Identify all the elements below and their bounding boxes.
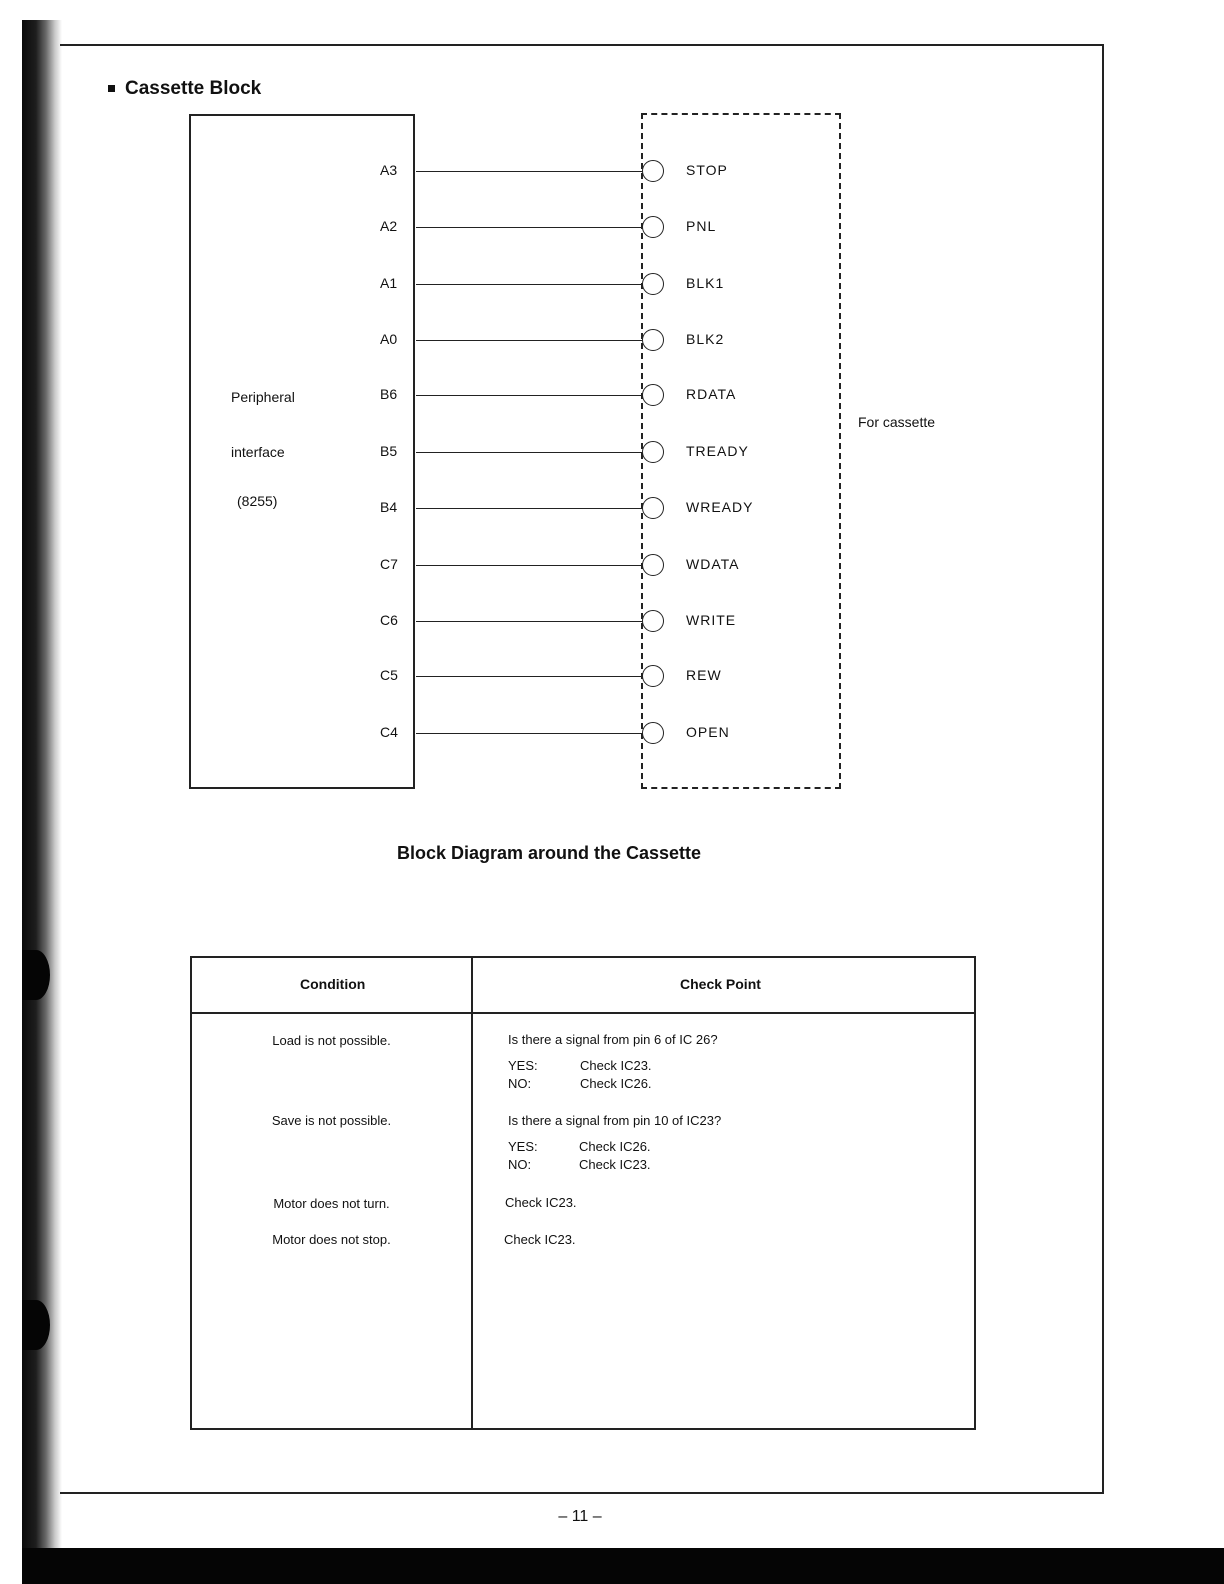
pin-label: A0 <box>380 331 398 347</box>
no-label: NO: <box>508 1157 532 1172</box>
connector-terminal <box>642 329 664 351</box>
signal-label: WRITE <box>686 612 737 628</box>
section-heading <box>108 78 261 100</box>
signal-label: WDATA <box>686 556 740 572</box>
yes-label: YES: <box>508 1058 538 1073</box>
no-action: Check IC23. <box>579 1157 651 1172</box>
section-title: Cassette Block <box>125 78 262 99</box>
connector-terminal <box>642 497 664 519</box>
connector-terminal <box>642 384 664 406</box>
condition-cell: Motor does not turn. <box>273 1196 390 1211</box>
pin-label: B6 <box>380 386 398 402</box>
yes-label: YES: <box>508 1139 538 1154</box>
pin-label: A3 <box>380 162 398 178</box>
troubleshooting-table <box>190 956 976 1430</box>
signal-wire <box>416 621 642 622</box>
header-divider <box>192 1012 974 1014</box>
connector-terminal <box>642 722 664 744</box>
pin-label: C4 <box>380 724 398 740</box>
signal-wire <box>416 733 642 734</box>
condition-cell: Save is not possible. <box>271 1113 392 1128</box>
connector-terminal <box>642 160 664 182</box>
ic-label-line: interface <box>231 444 285 460</box>
check-cell: Check IC23. <box>505 1195 577 1210</box>
page-number: – 11 – <box>558 1508 602 1525</box>
check-cell: Is there a signal from pin 10 of IC23? <box>508 1113 722 1128</box>
signal-label: BLK1 <box>686 275 725 291</box>
punch-hole <box>22 950 50 1000</box>
signal-wire <box>416 452 642 453</box>
signal-wire <box>416 565 642 566</box>
pin-label: C6 <box>380 612 398 628</box>
diagram-caption: Block Diagram around the Cassette <box>396 843 702 863</box>
signal-wire <box>416 676 642 677</box>
header-check-point: Check Point <box>680 976 761 992</box>
connector-terminal <box>642 665 664 687</box>
ic-label-line: (8255) <box>237 493 278 509</box>
column-divider <box>471 958 473 1428</box>
yes-action: Check IC23. <box>580 1058 652 1073</box>
signal-label: WREADY <box>686 499 754 515</box>
condition-cell: Load is not possible. <box>272 1033 391 1048</box>
no-action: Check IC26. <box>580 1076 652 1091</box>
check-cell: Is there a signal from pin 6 of IC 26? <box>508 1032 718 1047</box>
signal-label: TREADY <box>686 443 749 459</box>
scan-border <box>22 1548 1224 1584</box>
signal-label: OPEN <box>686 724 730 740</box>
bullet-icon <box>108 85 115 92</box>
cassette-label: For cassette <box>858 414 936 430</box>
signal-wire <box>416 395 642 396</box>
pin-label: B4 <box>380 499 398 515</box>
connector-terminal <box>642 441 664 463</box>
signal-label: BLK2 <box>686 331 725 347</box>
connector-terminal <box>642 554 664 576</box>
connector-terminal <box>642 610 664 632</box>
connector-terminal <box>642 216 664 238</box>
pin-label: C7 <box>380 556 398 572</box>
signal-wire <box>416 171 642 172</box>
ic-label-line: Peripheral <box>231 389 295 405</box>
pin-label: B5 <box>380 443 398 459</box>
check-cell: Check IC23. <box>504 1232 576 1247</box>
pin-label: C5 <box>380 667 398 683</box>
condition-cell: Motor does not stop. <box>272 1232 391 1247</box>
signal-wire <box>416 508 642 509</box>
no-label: NO: <box>508 1076 532 1091</box>
signal-label: PNL <box>686 218 717 234</box>
pin-label: A1 <box>380 275 398 291</box>
signal-wire <box>416 284 642 285</box>
signal-label: STOP <box>686 162 728 178</box>
connector-terminal <box>642 273 664 295</box>
yes-action: Check IC26. <box>579 1139 651 1154</box>
signal-label: RDATA <box>686 386 737 402</box>
header-condition: Condition <box>300 976 366 992</box>
punch-hole <box>22 1300 50 1350</box>
pin-label: A2 <box>380 218 398 234</box>
signal-wire <box>416 227 642 228</box>
signal-wire <box>416 340 642 341</box>
signal-label: REW <box>686 667 722 683</box>
